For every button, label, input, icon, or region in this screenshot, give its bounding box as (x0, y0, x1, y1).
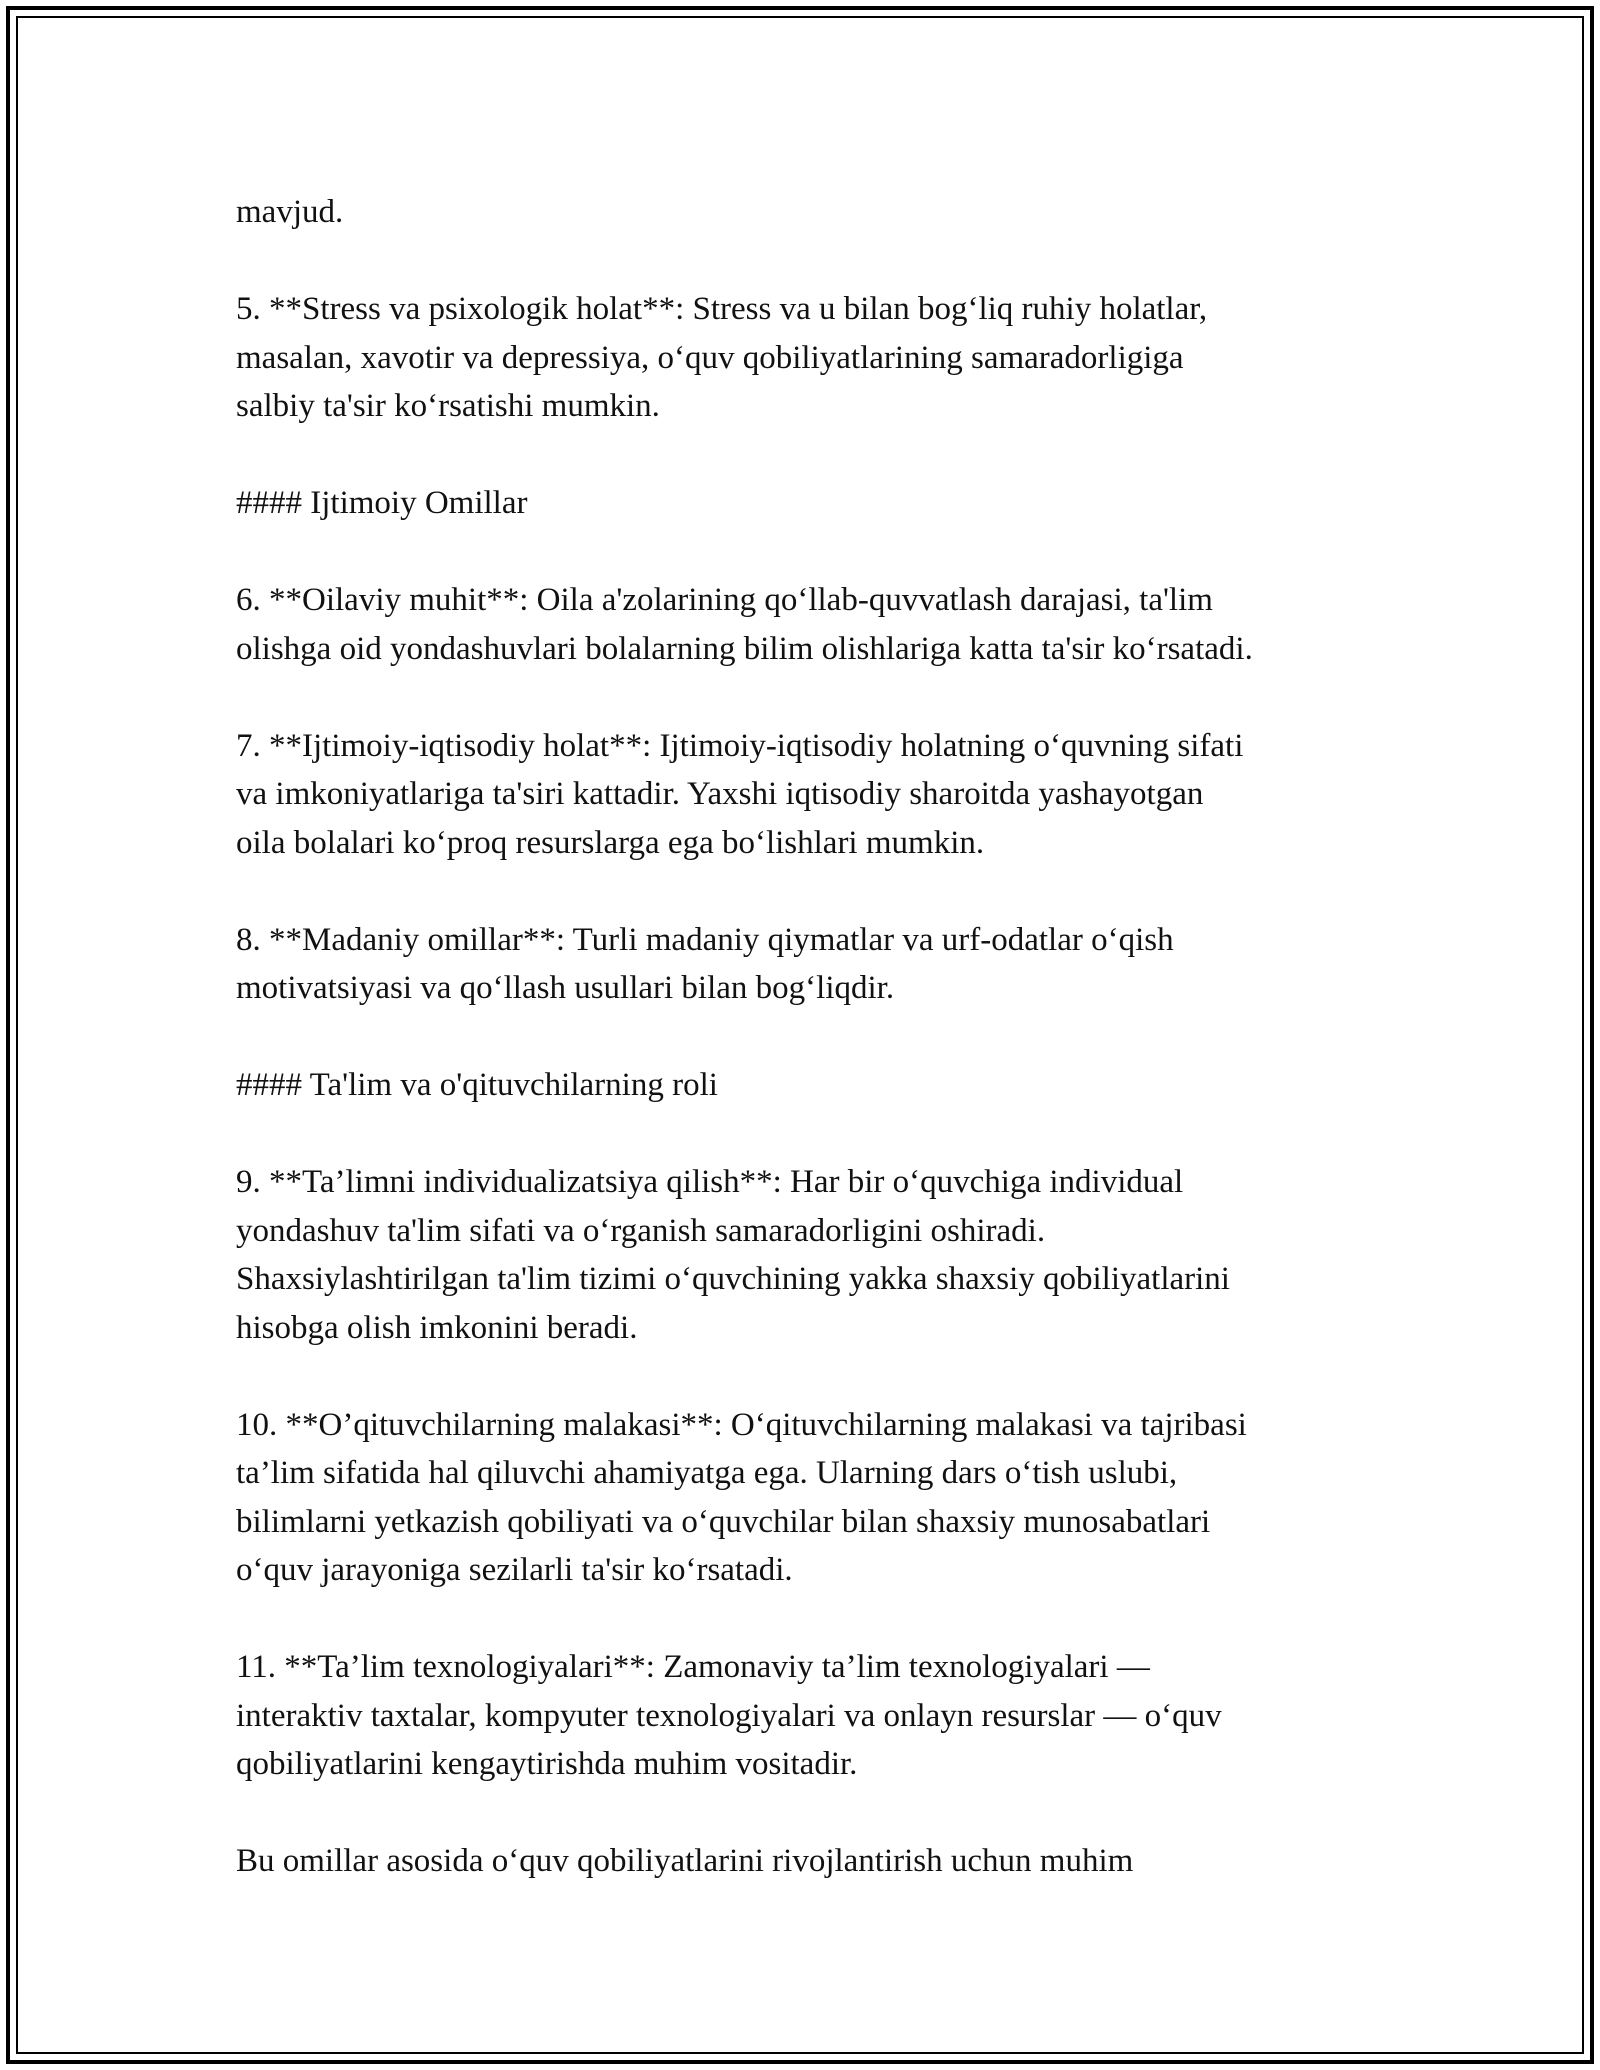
text-line: Shaxsiylashtirilgan ta'lim tizimi o‘quvchining yakka shaxsiy qobiliyatlarini (236, 1261, 1230, 1297)
heading-social-factors (236, 479, 1386, 528)
text-line: interaktiv taxtalar, kompyuter texnologiyalari va onlayn resurslar — o‘quv (236, 1697, 1222, 1734)
text-line: motivatsiyasi va qo‘llash usullari bilan bog‘liqdir. (236, 970, 895, 1006)
text-line: 8. **Madaniy omillar**: Turli madaniy qiymatlar va urf-odatlar o‘qish (236, 921, 1174, 958)
paragraph-individualization (236, 1158, 1386, 1352)
text-line: 11. **Ta’lim texnologiyalari**: Zamonaviy ta’lim texnologiyalari — (236, 1649, 1150, 1685)
paragraph-teacher-skill (236, 1401, 1386, 1595)
text-line: Bu omillar asosida o‘quv qobiliyatlarini rivojlantirish uchun muhim (236, 1843, 1134, 1879)
text-line: olishga oid yondashuvlari bolalarning bilim olishlariga katta ta'sir ko‘rsatadi. (236, 630, 1253, 667)
text-line: o‘quv jarayoniga sezilarli ta'sir ko‘rsatadi. (236, 1552, 793, 1588)
text-line: hisobga olish imkonini beradi. (236, 1309, 638, 1346)
document-body (236, 188, 1386, 1934)
text-line: oila bolalari ko‘proq resurslarga ega bo‘lishlari mumkin. (236, 824, 985, 861)
text-line: 10. **O’qituvchilarning malakasi**: O‘qituvchilarning malakasi va tajribasi (236, 1406, 1247, 1443)
text-line: 7. **Ijtimoiy-iqtisodiy holat**: Ijtimoiy-iqtisodiy holatning o‘quvning sifati (236, 727, 1244, 764)
text-line: masalan, xavotir va depressiya, o‘quv qobiliyatlarining samaradorligiga (236, 339, 1184, 376)
heading-text: #### Ta'lim va o'qituvchilarning roli (236, 1067, 718, 1103)
text-line: 5. **Stress va psixologik holat**: Stress va u bilan bog‘liq ruhiy holatlar, (236, 291, 1208, 327)
paragraph-stress (236, 285, 1386, 431)
text-line: 6. **Oilaviy muhit**: Oila a'zolarining qo‘llab-quvvatlash darajasi, ta'lim (236, 582, 1213, 618)
text-line: bilimlarni yetkazish qobiliyati va o‘quvchilar bilan shaxsiy munosabatlari (236, 1503, 1211, 1540)
paragraph-conclusion (236, 1837, 1386, 1886)
text-line: mavjud. (236, 194, 344, 230)
text-line: salbiy ta'sir ko‘rsatishi mumkin. (236, 388, 660, 424)
text-line: 9. **Ta’limni individualizatsiya qilish**: Har bir o‘quvchiga individual (236, 1164, 1184, 1200)
heading-text: #### Ijtimoiy Omillar (236, 485, 528, 521)
paragraph-edtech (236, 1643, 1386, 1789)
text-line: qobiliyatlarini kengaytirishda muhim vositadir. (236, 1746, 858, 1782)
paragraph-cultural (236, 916, 1386, 1013)
text-line: yondashuv ta'lim sifati va o‘rganish samaradorligini oshiradi. (236, 1212, 1046, 1249)
paragraph-socioeconomic (236, 722, 1386, 868)
paragraph-family (236, 576, 1386, 673)
text-line: va imkoniyatlariga ta'siri kattadir. Yaxshi iqtisodiy sharoitda yashayotgan (236, 776, 1204, 812)
heading-education-teachers (236, 1061, 1386, 1110)
paragraph-continuation (236, 188, 1386, 237)
text-line: ta’lim sifatida hal qiluvchi ahamiyatga ega. Ularning dars o‘tish uslubi, (236, 1455, 1178, 1491)
